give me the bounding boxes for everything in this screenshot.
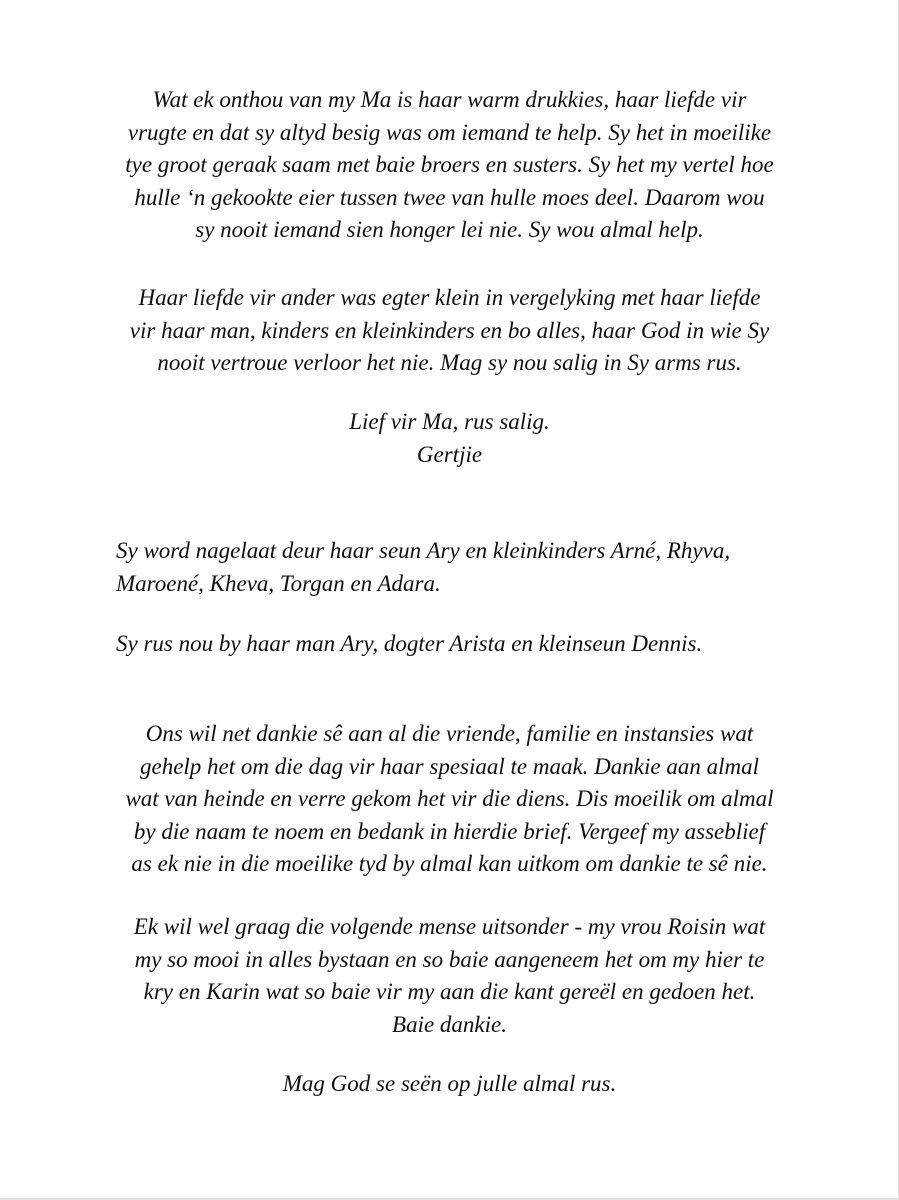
- text-line: Wat ek onthou van my Ma is haar warm drukkies, haar liefde vir: [152, 87, 747, 112]
- paragraph-survivors: [116, 535, 730, 600]
- text-line: Maroené, Kheva, Torgan en Adara.: [116, 570, 441, 596]
- paragraph-memories: [0, 84, 899, 247]
- paragraph-rest: [116, 628, 702, 661]
- text-line: Lief vir Ma, rus salig.: [349, 409, 550, 434]
- paragraph-special-thanks: [0, 911, 899, 1041]
- text-line: by die naam te noem en bedank in hierdie brief. Vergeef my asseblief: [133, 818, 766, 844]
- closing-blessing: [0, 1068, 899, 1101]
- text-line: Ek wil wel graag die volgende mense uitsonder - my vrou Roisin wat: [133, 914, 766, 939]
- text-line: Mag God se seën op julle almal rus.: [282, 1071, 617, 1096]
- signature-name: Gertjie: [416, 441, 483, 467]
- text-line: Sy rus nou by haar man Ary, dogter Arista en kleinseun Dennis.: [116, 631, 703, 656]
- text-line: Sy word nagelaat deur haar seun Ary en kleinkinders Arné, Rhyva,: [116, 538, 731, 563]
- text-line: gehelp het om die dag vir haar spesiaal te maak. Dankie aan almal: [140, 753, 759, 779]
- text-line: vrugte en dat sy altyd besig was om iemand te help. Sy het in moeilike: [127, 119, 772, 145]
- signature-block: [0, 406, 899, 471]
- text-line: hulle ‘n gekookte eier tussen twee van hulle moes deel. Daarom wou: [134, 184, 765, 210]
- text-line: kry en Karin wat so baie vir my aan die kant gereël en gedoen het.: [143, 979, 756, 1005]
- text-line: vir haar man, kinders en kleinkinders en bo alles, haar God in wie Sy: [129, 317, 770, 343]
- paragraph-love: [0, 282, 899, 380]
- text-line: as ek nie in die moeilike tyd by almal kan uitkom om dankie te sê nie.: [131, 851, 768, 877]
- text-line: tye groot geraak saam met baie broers en susters. Sy het my vertel hoe: [125, 152, 774, 178]
- text-line: Ons wil net dankie sê aan al die vriende, familie en instansies wat: [145, 721, 754, 746]
- paragraph-thanks: [0, 718, 899, 881]
- text-line: wat van heinde en verre gekom het vir die diens. Dis moeilik om almal: [125, 786, 774, 812]
- text-line: Haar liefde vir ander was egter klein in vergelyking met haar liefde: [138, 285, 761, 310]
- text-line: Baie dankie.: [392, 1011, 507, 1037]
- text-line: my so mooi in alles bystaan en so baie aangeneem het om my hier te: [134, 946, 765, 972]
- text-line: sy nooit iemand sien honger lei nie. Sy wou almal help.: [195, 217, 704, 243]
- text-line: nooit vertroue verloor het nie. Mag sy nou salig in Sy arms rus.: [157, 350, 742, 376]
